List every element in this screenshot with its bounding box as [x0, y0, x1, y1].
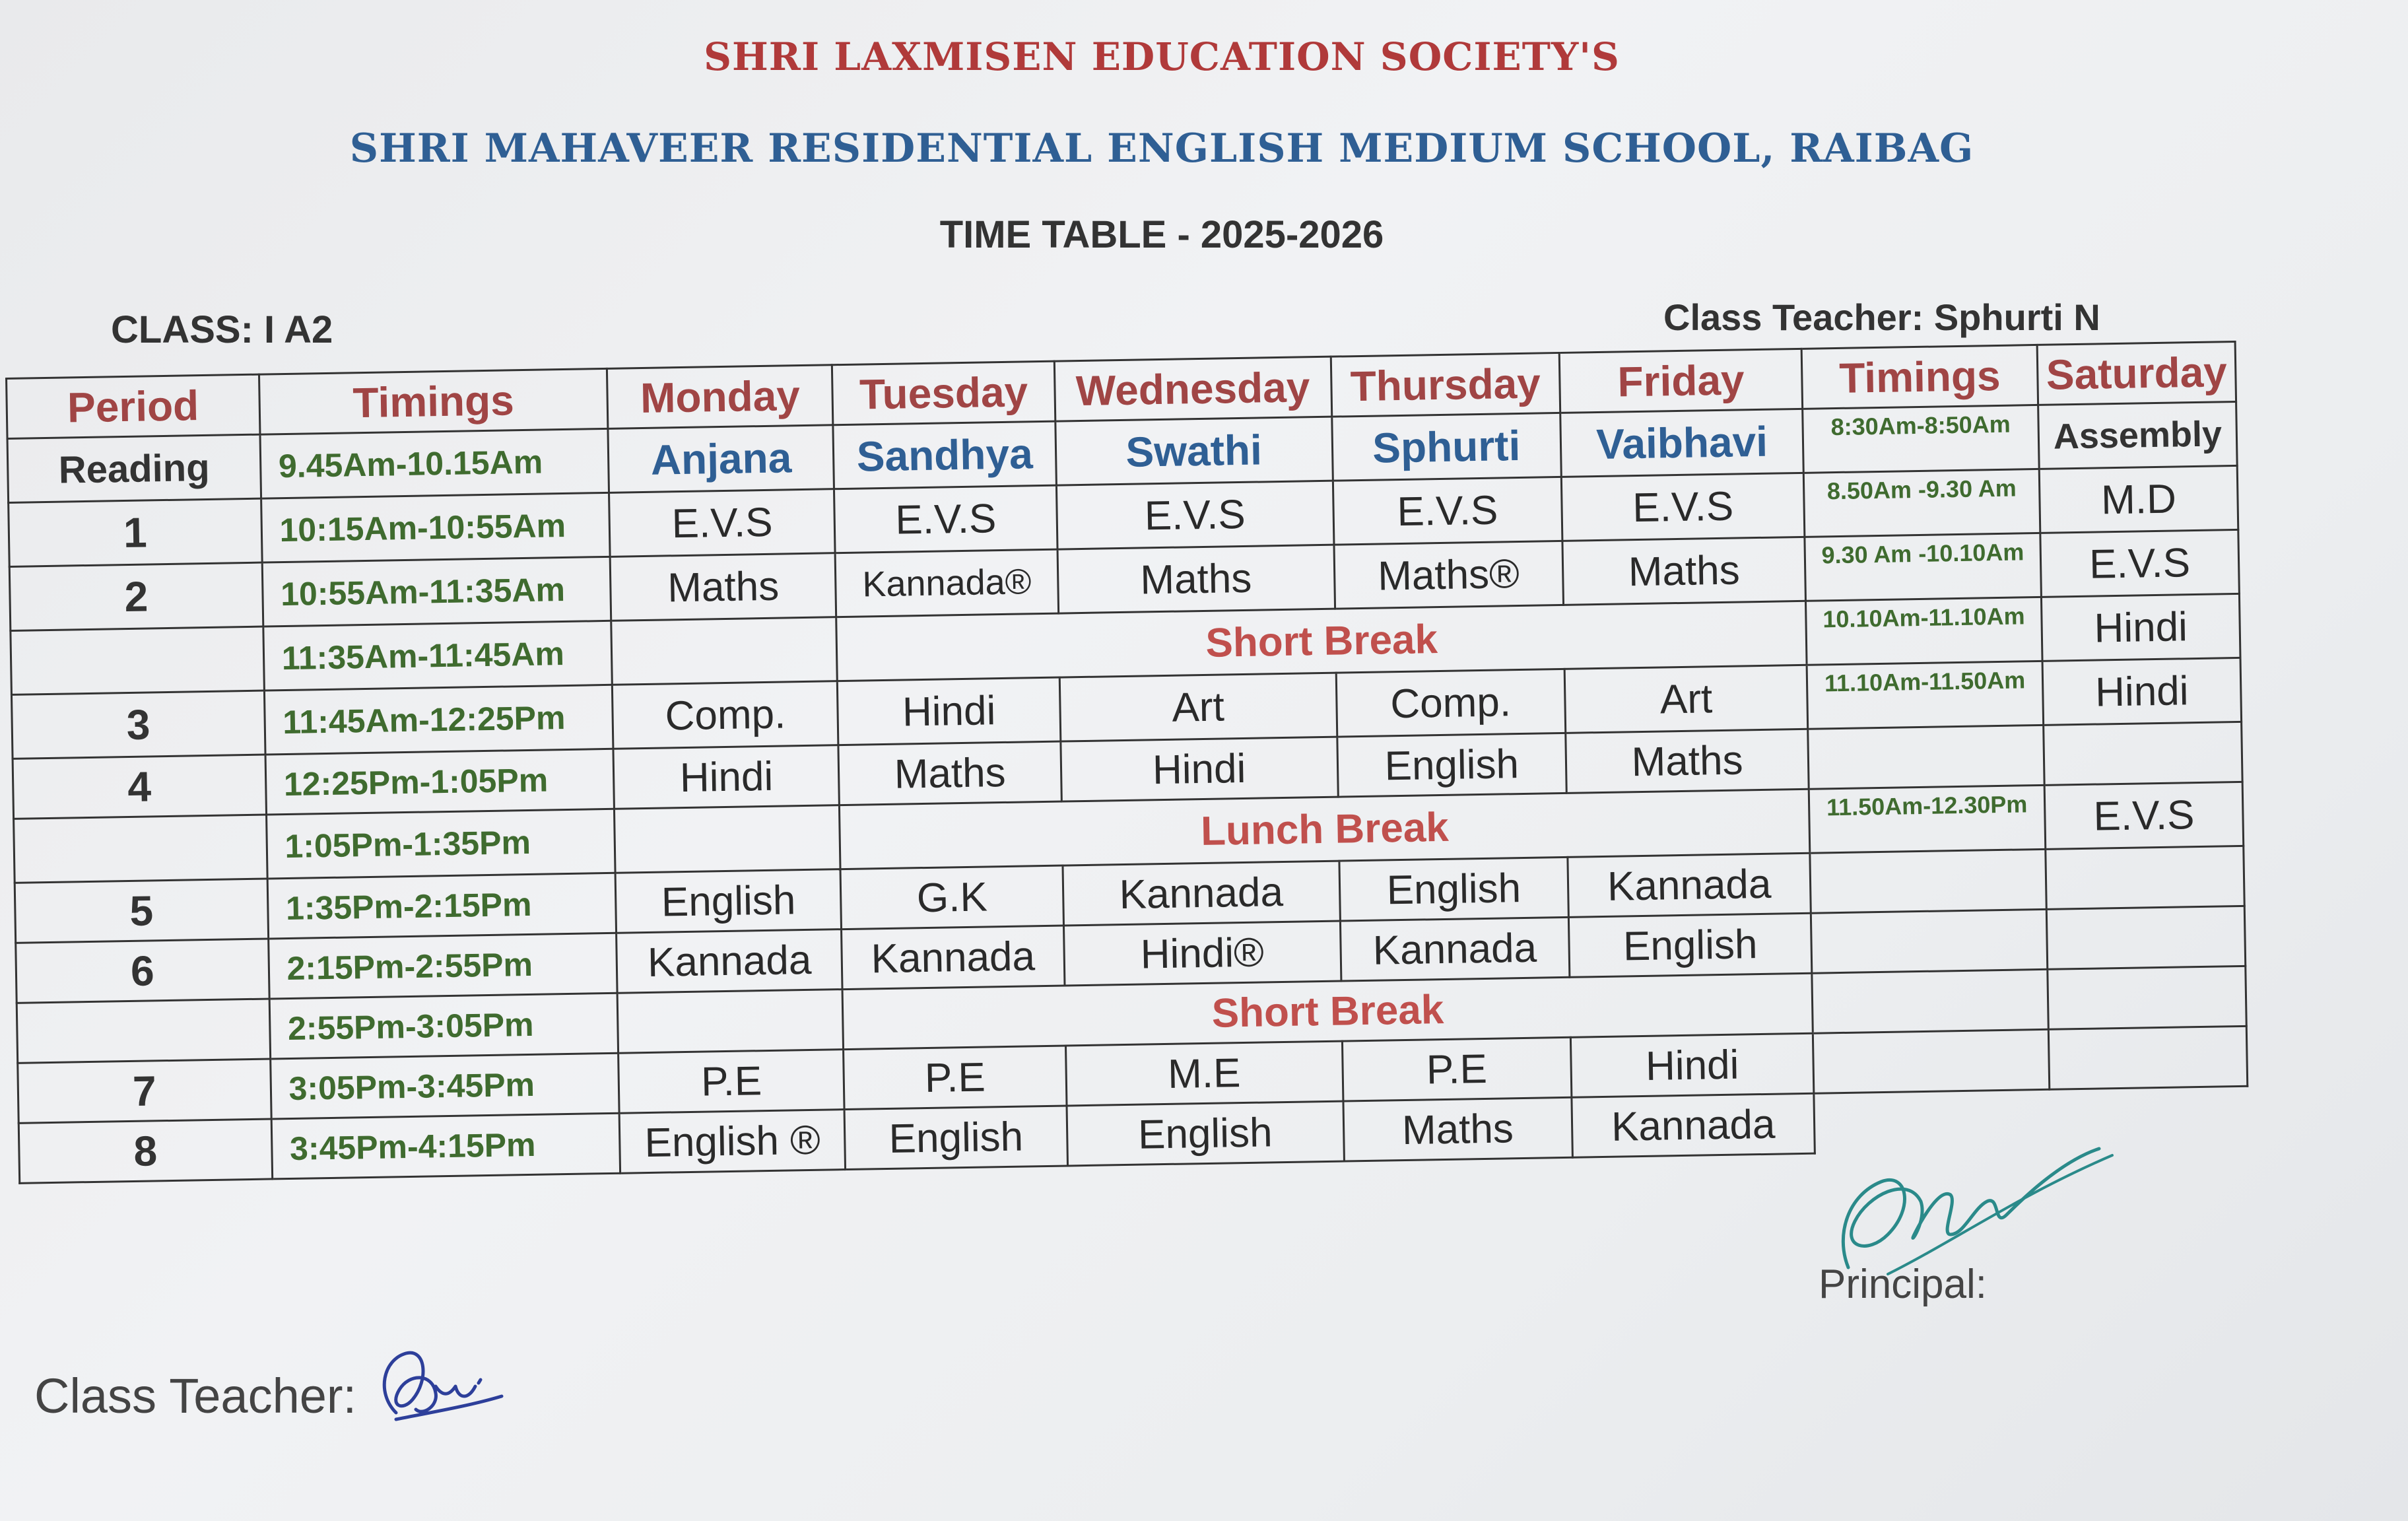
- subject-cell: Kannada: [1063, 861, 1340, 926]
- col-saturday-timings: Timings: [1801, 345, 2038, 409]
- class-teacher-footer-label: Class Teacher:: [34, 1369, 357, 1423]
- teacher-friday: Vaibhavi: [1560, 409, 1804, 477]
- saturday-cell: Hindi: [2041, 593, 2240, 661]
- col-monday: Monday: [607, 365, 834, 429]
- teacher-tuesday: Sandhya: [833, 421, 1056, 489]
- saturday-time-cell: [1812, 969, 2048, 1033]
- period-cell: [17, 999, 270, 1063]
- subject-cell: English: [1337, 733, 1566, 797]
- col-timings: Timings: [259, 368, 608, 434]
- lunch-break-label: Lunch Break: [840, 789, 1810, 869]
- subject-cell: Hindi: [1060, 737, 1337, 801]
- time-cell: 11:35Am-11:45Am: [263, 621, 612, 691]
- time-cell: 9.45Am-10.15Am: [260, 428, 609, 498]
- time-cell: 3:05Pm-3:45Pm: [270, 1053, 619, 1119]
- subject-cell: E.V.S: [834, 485, 1057, 553]
- subject-cell: P.E: [1342, 1037, 1572, 1101]
- teacher-wednesday: Swathi: [1055, 417, 1332, 485]
- period-cell: [14, 815, 267, 883]
- period-cell: 8: [18, 1119, 272, 1183]
- period-cell: 1: [9, 498, 262, 566]
- time-cell: 1:05Pm-1:35Pm: [266, 809, 615, 879]
- subject-cell: English: [615, 869, 842, 933]
- society-name: SHRI LAXMISEN EDUCATION SOCIETY'S: [704, 34, 1620, 79]
- subject-cell: G.K: [841, 865, 1064, 930]
- time-cell: 12:25Pm-1:05Pm: [265, 749, 615, 815]
- col-saturday: Saturday: [2037, 341, 2236, 405]
- subject-cell: Kannada: [1572, 1093, 1815, 1157]
- subject-cell: E.V.S: [1056, 481, 1333, 549]
- subject-cell: English: [845, 1106, 1068, 1170]
- subject-cell: Kannada: [617, 930, 843, 994]
- subject-cell: Maths: [1566, 729, 1809, 793]
- period-cell: 3: [11, 691, 265, 759]
- subject-cell: Maths: [1057, 545, 1335, 613]
- subject-cell: Hindi: [613, 745, 840, 809]
- time-cell: 10:55Am-11:35Am: [262, 557, 611, 626]
- principal-label: Principal:: [1819, 1262, 1987, 1307]
- period-cell: 5: [15, 879, 268, 943]
- col-thursday: Thursday: [1331, 353, 1560, 417]
- timetable-table: [5, 341, 2250, 1184]
- subject-cell: Maths: [610, 553, 836, 621]
- saturday-cell: [2044, 722, 2242, 785]
- subject-cell: Art: [1059, 673, 1337, 741]
- saturday-time-cell: [1808, 725, 2044, 789]
- subject-cell: Maths: [1343, 1097, 1572, 1161]
- col-period: Period: [7, 374, 260, 438]
- short-break-label: Short Break: [836, 601, 1807, 681]
- subject-cell: English: [1568, 913, 1812, 977]
- time-cell: 10:15Am-10:55Am: [261, 492, 610, 562]
- subject-cell: English: [1067, 1101, 1344, 1166]
- subject-cell: Kannada: [842, 926, 1065, 990]
- class-teacher-label: Class Teacher: Sphurti N: [1663, 296, 2100, 338]
- saturday-time-cell: 11.10Am-11.50Am: [1807, 661, 2043, 729]
- subject-cell: Comp.: [613, 681, 839, 749]
- period-cell: 2: [9, 562, 263, 630]
- saturday-cell: [2048, 1026, 2247, 1089]
- saturday-time-cell: 11.50Am-12.30Pm: [1809, 785, 2045, 853]
- saturday-time-cell: [1813, 1029, 2050, 1093]
- period-cell: 7: [18, 1059, 271, 1123]
- timetable-title: TIME TABLE - 2025-2026: [939, 213, 1384, 256]
- period-cell: 6: [16, 939, 269, 1003]
- saturday-time-cell: 8:30Am-8:50Am: [1803, 405, 2039, 473]
- subject-cell: Kannada: [1568, 853, 1811, 917]
- subject-cell: Comp.: [1336, 669, 1566, 737]
- subject-cell: English ®: [619, 1110, 846, 1174]
- subject-cell: Hindi: [1570, 1033, 1814, 1097]
- subject-cell: Kannada®: [836, 549, 1059, 617]
- school-name: SHRI MAHAVEER RESIDENTIAL ENGLISH MEDIUM SCHOOL, RAIBAG: [349, 125, 1974, 172]
- teacher-thursday: Sphurti: [1331, 413, 1561, 481]
- subject-cell: M.E: [1065, 1041, 1343, 1106]
- time-cell: 1:35Pm-2:15Pm: [267, 873, 617, 939]
- teacher-monday: Anjana: [608, 425, 834, 493]
- col-friday: Friday: [1559, 349, 1803, 413]
- period-cell: 4: [13, 755, 266, 819]
- subject-cell: E.V.S: [609, 489, 836, 557]
- saturday-time-cell: [1811, 909, 2047, 973]
- saturday-time-cell: [1810, 849, 2046, 913]
- empty-cell: [611, 617, 838, 685]
- saturday-cell: E.V.S: [2044, 782, 2244, 849]
- subject-cell: P.E: [619, 1050, 845, 1114]
- subject-cell: Hindi: [838, 677, 1061, 745]
- col-tuesday: Tuesday: [832, 361, 1055, 425]
- time-cell: 2:15Pm-2:55Pm: [268, 933, 617, 999]
- empty-cell: [617, 990, 844, 1054]
- saturday-cell: M.D: [2039, 465, 2238, 533]
- subject-cell: Hindi®: [1063, 921, 1341, 986]
- class-label: CLASS: I A2: [111, 308, 333, 351]
- col-wednesday: Wednesday: [1054, 356, 1331, 421]
- saturday-cell: [2048, 966, 2246, 1029]
- class-teacher-signature-icon: [370, 1334, 515, 1439]
- time-cell: 2:55Pm-3:05Pm: [269, 993, 619, 1059]
- subject-cell: English: [1339, 857, 1568, 921]
- subject-cell: Kannada: [1340, 917, 1570, 981]
- subject-cell: Maths®: [1333, 541, 1563, 609]
- empty-cell: [615, 805, 841, 873]
- period-cell: Reading: [7, 434, 261, 502]
- saturday-time-cell: 8.50Am -9.30 Am: [1803, 469, 2040, 537]
- saturday-cell: [2046, 846, 2244, 909]
- short-break-label: Short Break: [843, 973, 1813, 1049]
- subject-cell: Maths: [1562, 537, 1806, 605]
- subject-cell: Art: [1564, 665, 1808, 733]
- subject-cell: E.V.S: [1333, 477, 1562, 545]
- saturday-time-cell: 10.10Am-11.10Am: [1806, 597, 2042, 665]
- subject-cell: P.E: [844, 1046, 1067, 1110]
- saturday-cell: [2046, 906, 2245, 969]
- saturday-time-cell: 9.30 Am -10.10Am: [1805, 533, 2041, 601]
- saturday-cell: E.V.S: [2040, 529, 2240, 597]
- period-cell: [11, 626, 264, 694]
- timetable-table-wrap: [5, 341, 2250, 1184]
- saturday-cell: Hindi: [2042, 658, 2242, 725]
- saturday-cell: Assembly: [2038, 401, 2238, 469]
- subject-cell: E.V.S: [1561, 473, 1805, 541]
- time-cell: 11:45Am-12:25Pm: [264, 685, 613, 755]
- subject-cell: Maths: [838, 741, 1061, 805]
- time-cell: 3:45Pm-4:15Pm: [271, 1113, 620, 1179]
